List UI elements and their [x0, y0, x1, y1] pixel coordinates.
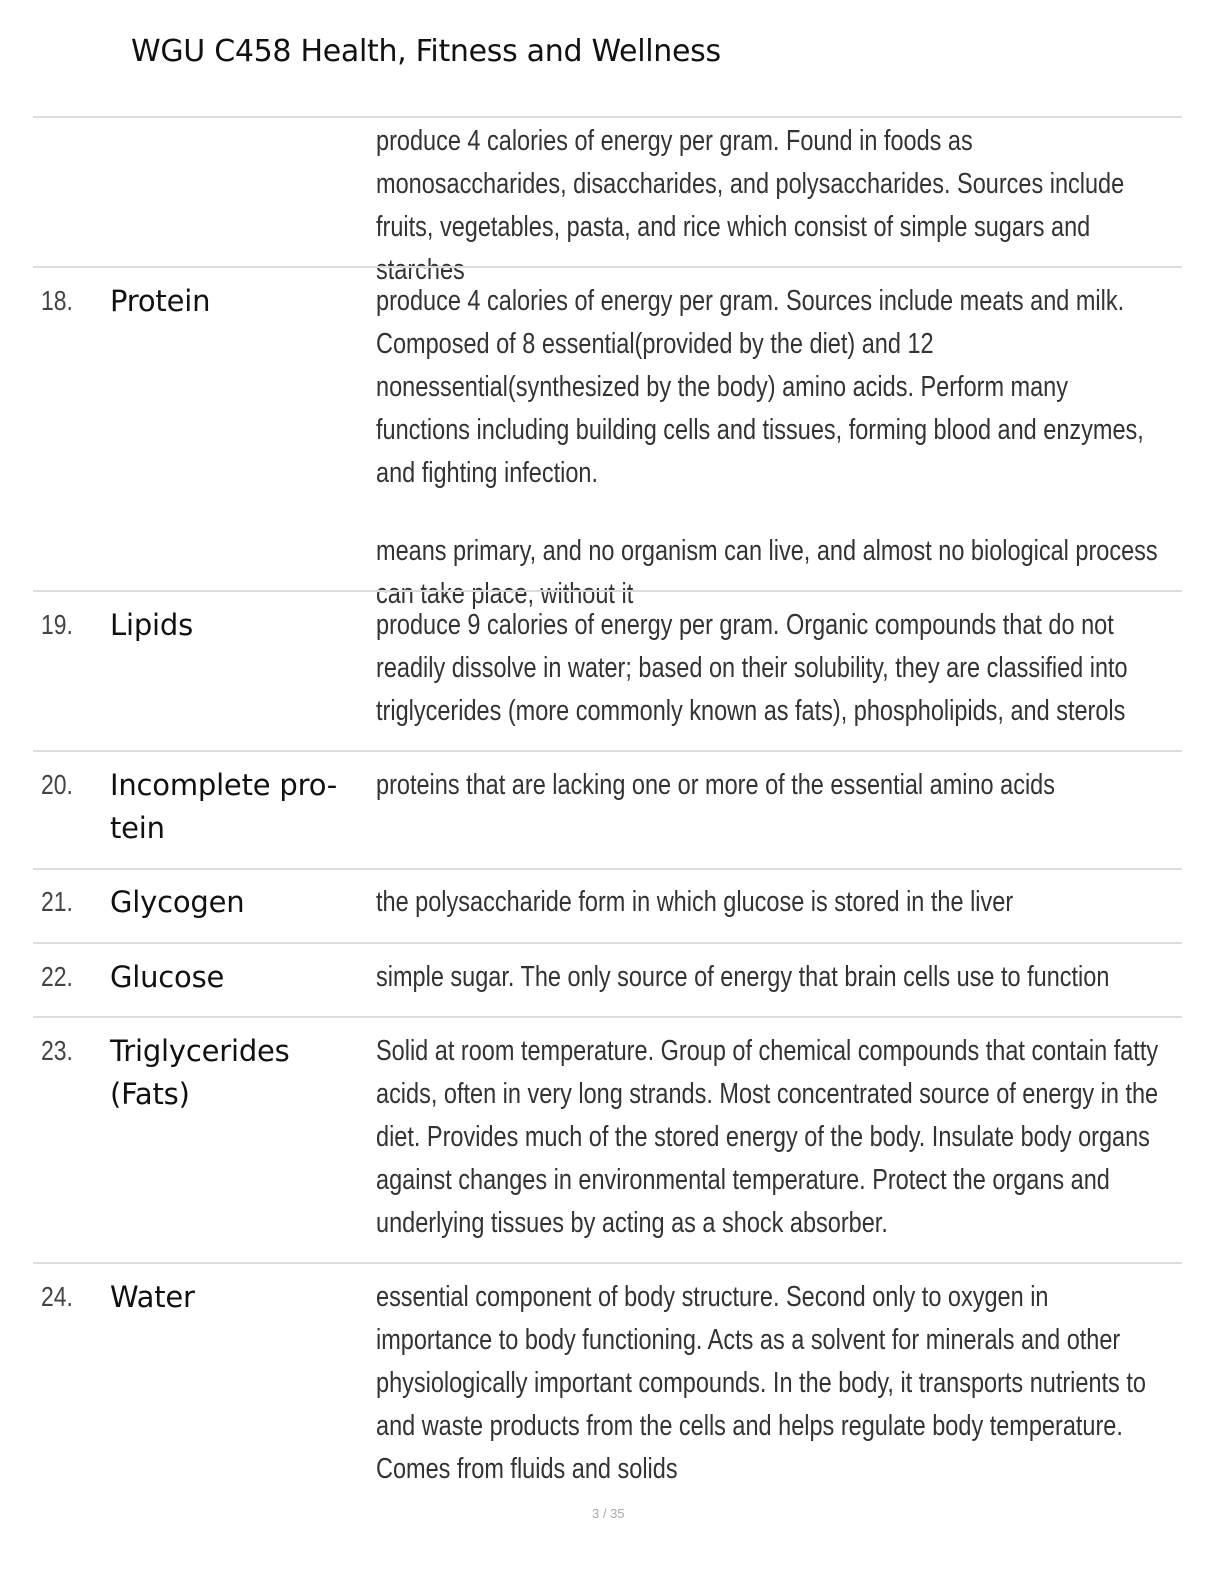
document-title: WGU C458 Health, Fitness and Wellness — [131, 34, 721, 69]
entry-definition — [376, 956, 1162, 999]
entry-definition — [376, 1030, 1162, 1245]
divider — [33, 942, 1182, 944]
entry-term: Triglycerides (Fats) — [110, 1034, 290, 1111]
entry-term: Incomplete pro- tein — [110, 768, 338, 845]
entry-definition — [376, 604, 1162, 733]
entry-definition — [376, 1276, 1162, 1491]
definition-text: produce 4 calories of energy per gram. Sources include meats and milk. Composed of 8 essential(provided by the diet) and 12 nonessential(synthesized by the body) amino acids. Perform many functions including building cells and tissues, forming blood and enzymes, and fighting infection. — [376, 285, 1144, 489]
entry-term: Water — [110, 1280, 195, 1314]
entry-number: 18. — [41, 285, 73, 316]
definition-text: Solid at room temperature. Group of chemical compounds that contain fatty acids, often in very long strands. Most concentrated source of energy in the diet. Provides much of the stored energy of the body. Insulate body organs against changes in environmental temperature. Protect the organs and underlying tissues by acting as a shock absorber. — [376, 1035, 1159, 1239]
entry-number: 22. — [41, 961, 73, 992]
divider — [33, 266, 1182, 268]
definition-text: the polysaccharide form in which glucose is stored in the liver — [376, 886, 1014, 918]
definition-text: simple sugar. The only source of energy that brain cells use to function — [376, 961, 1110, 993]
divider — [33, 116, 1182, 118]
divider — [33, 868, 1182, 870]
entry-number: 23. — [41, 1035, 73, 1066]
divider — [33, 1262, 1182, 1264]
entry-number: 21. — [41, 886, 73, 917]
entry-number: 20. — [41, 769, 73, 800]
entry-number: 24. — [41, 1281, 73, 1312]
entry-number: 19. — [41, 609, 73, 640]
entry-definition — [376, 280, 1162, 616]
divider — [33, 750, 1182, 752]
entry-definition — [376, 881, 1162, 924]
definition-text: essential component of body structure. Second only to oxygen in importance to body functioning. Acts as a solvent for minerals and other physiologically important compounds. In the body, it transports nutrients to and waste products from the cells and helps regulate body temperature. Comes from fluids and solids — [376, 1281, 1146, 1485]
entry-definition — [376, 764, 1162, 807]
entry-term: Glycogen — [110, 885, 245, 919]
entry-term: Glucose — [110, 960, 225, 994]
divider — [33, 1016, 1182, 1018]
entry-term: Protein — [110, 284, 211, 318]
divider — [33, 590, 1182, 592]
definition-text: produce 9 calories of energy per gram. Organic compounds that do not readily dissolve in water; based on their solubility, they are classified into triglycerides (more commonly known as fats), phospholipids, and sterols — [376, 609, 1128, 727]
definition-note: means primary, and no organism can live, and almost no biological process can take place, without it — [376, 535, 1158, 610]
definition-text: proteins that are lacking one or more of the essential amino acids — [376, 769, 1055, 801]
definition-text: produce 4 calories of energy per gram. Found in foods as monosaccharides, disaccharides, and polysaccharides. Sources include fruits, vegetables, pasta, and rice which consist of simple sugars and starches — [376, 125, 1125, 286]
page-number: 3 / 35 — [592, 1506, 625, 1521]
entry-term: Lipids — [110, 608, 193, 642]
